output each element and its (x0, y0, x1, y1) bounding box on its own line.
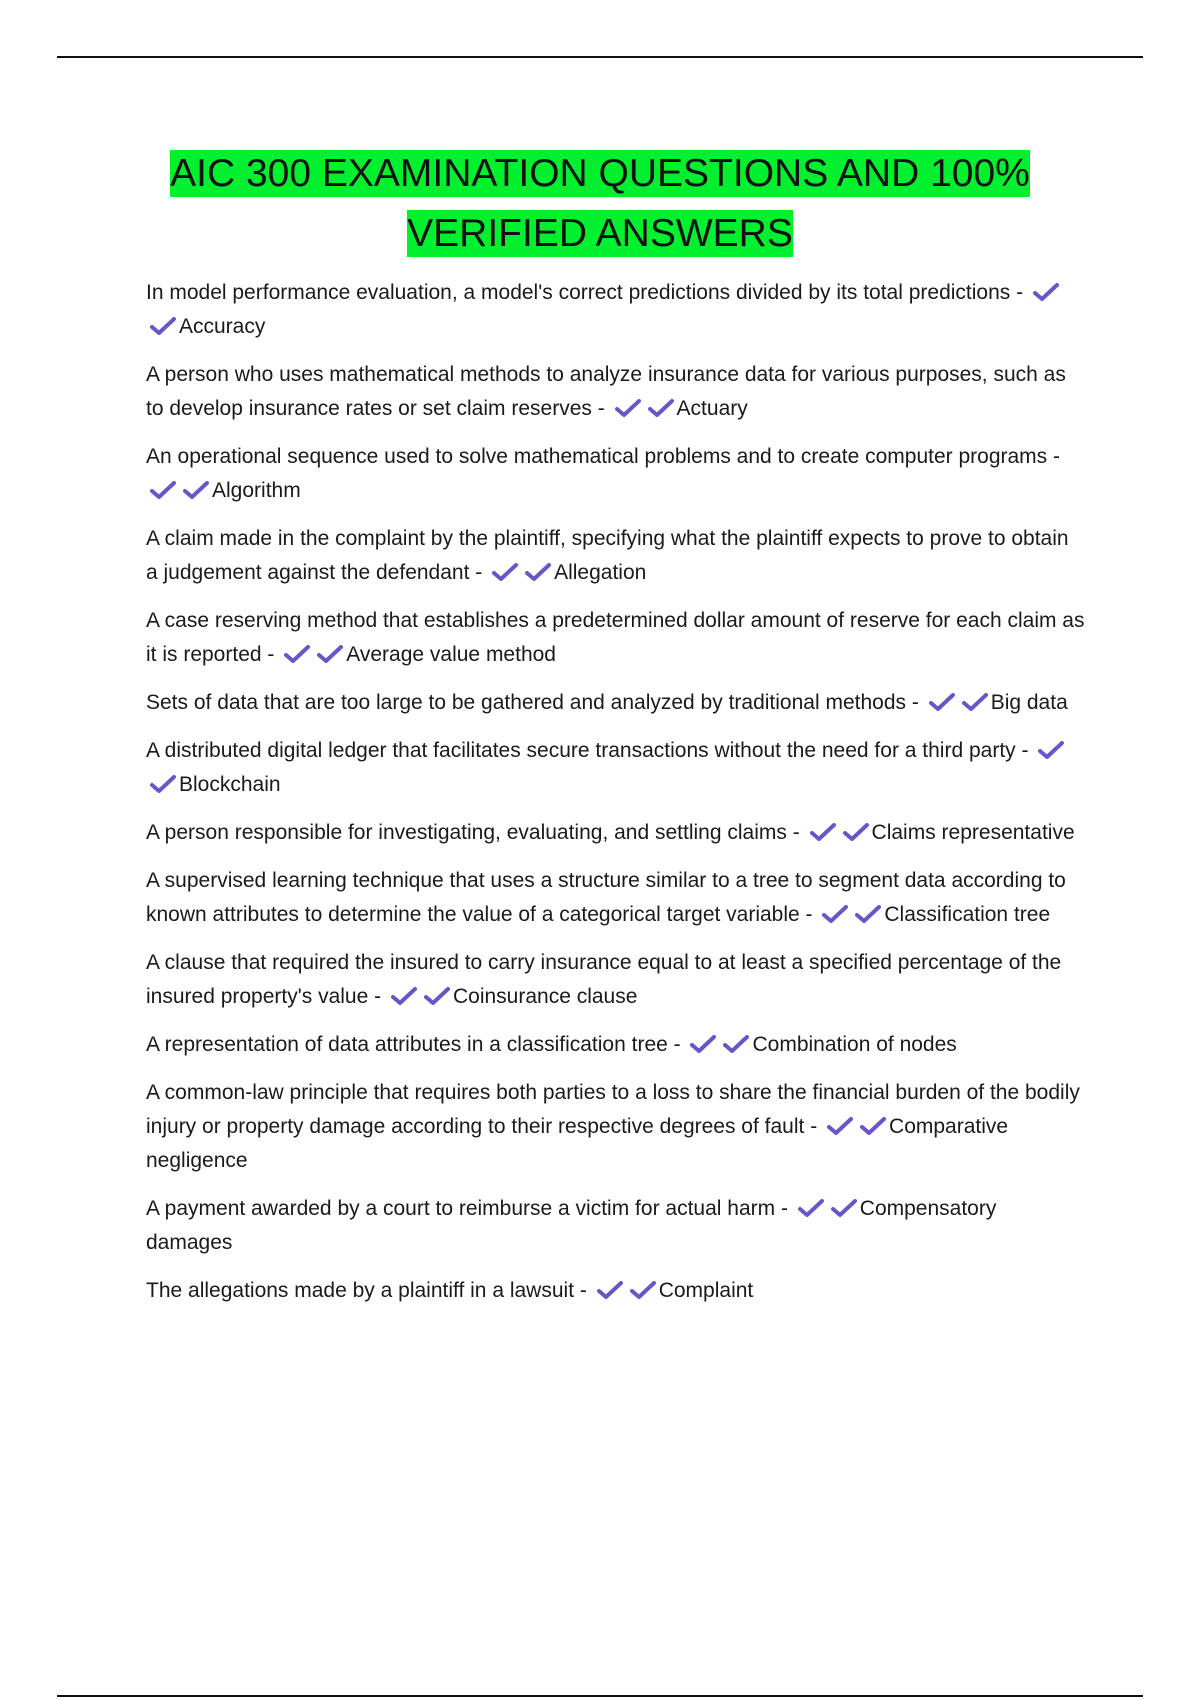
double-check-icon (150, 316, 176, 336)
answer-text: Average value method (346, 643, 556, 666)
qa-item (146, 276, 1086, 344)
qa-item (146, 358, 1086, 426)
qa-item (146, 604, 1086, 672)
double-check-icon (183, 480, 209, 500)
answer-text: Classification tree (884, 903, 1051, 926)
question-text: A payment awarded by a court to reimburse a victim for actual harm (146, 1197, 776, 1220)
qa-item (146, 440, 1086, 508)
answer-text: Complaint (658, 1279, 754, 1302)
separator: - (799, 903, 813, 926)
double-check-icon (855, 904, 881, 924)
answer-text: Actuary (676, 397, 748, 420)
double-check-icon (962, 692, 988, 712)
qa-list (146, 276, 1086, 1322)
double-check-icon (648, 398, 674, 418)
double-check-icon (929, 692, 955, 712)
question-text: A person who uses mathematical methods to analyze insurance data for various purposes, such as to develop insurance rates or set claim reserves (146, 363, 1066, 420)
double-check-icon (831, 1198, 857, 1218)
bottom-rule (57, 1695, 1143, 1697)
answer-text: Compensatory damages (146, 1197, 997, 1254)
question-text: A supervised learning technique that uses a structure similar to a tree to segment data according to known attributes to determine the value of a categorical target variable (146, 869, 1066, 926)
double-check-icon (615, 398, 641, 418)
qa-item (146, 1274, 1086, 1308)
double-check-icon (860, 1116, 886, 1136)
question-text: A clause that required the insured to carry insurance equal to at least a specified percentage of the insured property's value (146, 951, 1062, 1008)
separator: - (667, 1033, 681, 1056)
qa-item (146, 686, 1086, 720)
double-check-icon (822, 904, 848, 924)
question-text: Sets of data that are too large to be gathered and analyzed by traditional methods (146, 691, 907, 714)
answer-text: Big data (990, 691, 1068, 714)
question-text: A distributed digital ledger that facilitates secure transactions without the need for a third party (146, 739, 1016, 762)
question-text: A claim made in the complaint by the plaintiff, specifying what the plaintiff expects to prove to obtain a judgement against the defendant (146, 527, 1069, 584)
qa-item (146, 864, 1086, 932)
separator: - (786, 821, 800, 844)
answer-text: Combination of nodes (752, 1033, 957, 1056)
question-text: An operational sequence used to solve mathematical problems and to create computer programs (146, 445, 1048, 468)
double-check-icon (284, 644, 310, 664)
separator: - (804, 1115, 818, 1138)
double-check-icon (798, 1198, 824, 1218)
qa-item (146, 1028, 1086, 1062)
answer-text: Comparative negligence (146, 1115, 1009, 1172)
qa-item (146, 1192, 1086, 1260)
double-check-icon (1038, 740, 1064, 760)
separator: - (906, 691, 919, 714)
answer-text: Blockchain (179, 773, 281, 796)
answer-text: Accuracy (179, 315, 266, 338)
qa-item (146, 946, 1086, 1014)
question-text: The allegations made by a plaintiff in a lawsuit (146, 1279, 575, 1302)
separator: - (591, 397, 605, 420)
separator: - (469, 561, 483, 584)
double-check-icon (150, 480, 176, 500)
separator: - (261, 643, 275, 666)
double-check-icon (723, 1034, 749, 1054)
document-title (100, 144, 1100, 264)
qa-item (146, 1076, 1086, 1178)
title-line-1: AIC 300 EXAMINATION QUESTIONS AND 100% (170, 152, 1030, 195)
double-check-icon (424, 986, 450, 1006)
question-text: A common-law principle that requires both parties to a loss to share the financial burden of the bodily injury or property damage according to their respective degrees of fault (146, 1081, 1080, 1138)
double-check-icon (843, 822, 869, 842)
top-rule (57, 56, 1143, 58)
answer-text: Algorithm (212, 479, 301, 502)
double-check-icon (1033, 282, 1059, 302)
separator: - (574, 1279, 587, 1302)
double-check-icon (630, 1280, 656, 1300)
question-text: A representation of data attributes in a classification tree (146, 1033, 668, 1056)
double-check-icon (525, 562, 551, 582)
separator: - (1015, 739, 1029, 762)
answer-text: Coinsurance clause (452, 985, 638, 1008)
answer-text: Claims representative (871, 821, 1075, 844)
question-text: A case reserving method that establishes a predetermined dollar amount of reserve for each claim as it is reported (146, 609, 1085, 666)
double-check-icon (391, 986, 417, 1006)
qa-item (146, 734, 1086, 802)
double-check-icon (317, 644, 343, 664)
double-check-icon (150, 774, 176, 794)
question-text: In model performance evaluation, a model's correct predictions divided by its total predictions (146, 281, 1011, 304)
qa-item (146, 816, 1086, 850)
question-text: A person responsible for investigating, evaluating, and settling claims (146, 821, 787, 844)
separator: - (1010, 281, 1024, 304)
qa-item (146, 522, 1086, 590)
separator: - (775, 1197, 788, 1220)
title-line-2: VERIFIED ANSWERS (407, 212, 793, 255)
double-check-icon (492, 562, 518, 582)
double-check-icon (810, 822, 836, 842)
answer-text: Allegation (554, 561, 647, 584)
separator: - (368, 985, 382, 1008)
double-check-icon (597, 1280, 623, 1300)
separator: - (1047, 445, 1060, 468)
double-check-icon (827, 1116, 853, 1136)
double-check-icon (690, 1034, 716, 1054)
